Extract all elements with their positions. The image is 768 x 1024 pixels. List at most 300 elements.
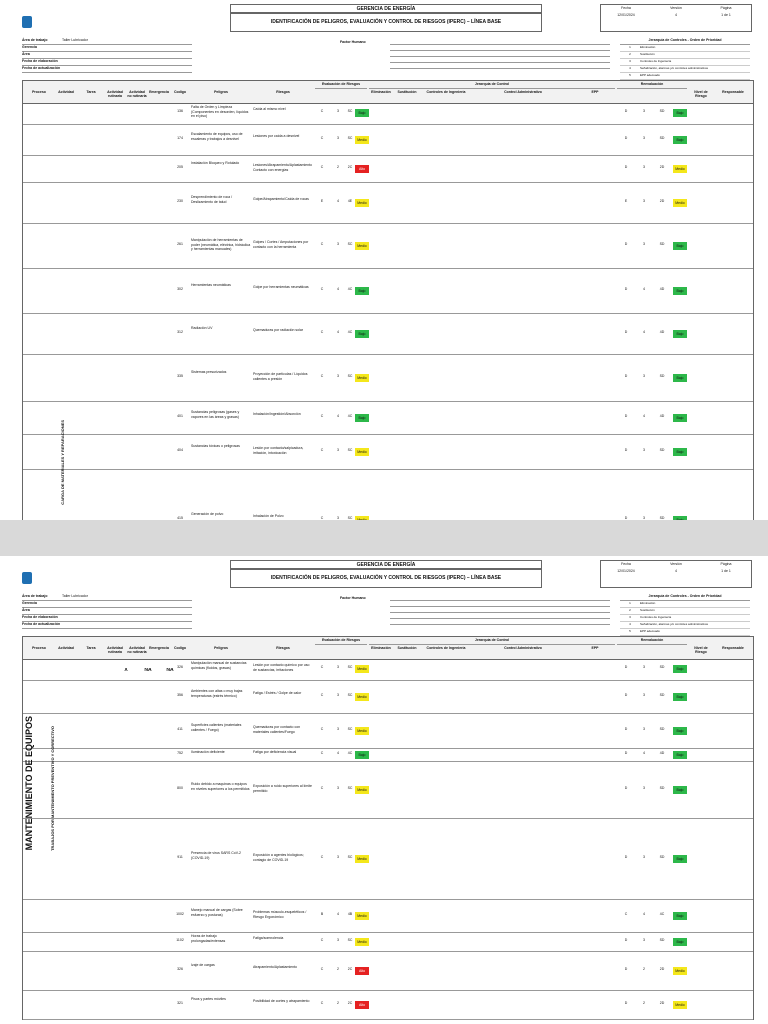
logo-mark-icon <box>22 16 32 28</box>
info-row <box>22 66 192 73</box>
severity-value: 4 <box>337 287 339 291</box>
residual-severity-value: 3 <box>643 199 645 203</box>
column-header-riesgos: Riesgos <box>276 646 290 650</box>
residual-index-value: SD <box>659 938 665 942</box>
residual-index-value: 2D <box>659 165 665 169</box>
residual-probability-value: D <box>624 165 628 169</box>
hazard-description: Instalación Bloqueo y Rotulado <box>191 161 240 165</box>
column-header-emergencia: Emergencia <box>149 90 169 94</box>
legend-text: Sustitución <box>640 52 655 56</box>
hazard-code: 911 <box>177 855 183 859</box>
column-header-codigo: Codigo <box>173 90 187 94</box>
hazard-description: Manipulación manual de sustancias químicas (fluidos, grasas) <box>191 661 247 670</box>
residual-severity-value: 3 <box>643 165 645 169</box>
column-header-administrativo: Control Administrativo <box>504 646 542 650</box>
probability-value: C <box>320 330 324 334</box>
company-logo <box>22 14 64 30</box>
risk-index-value: SC <box>347 242 353 246</box>
residual-severity-value: 4 <box>643 414 645 418</box>
legend-item <box>620 66 750 73</box>
severity-value: 4 <box>337 912 339 916</box>
legend-item <box>620 615 750 622</box>
meta-value-fecha: 12/01/2024 <box>617 13 635 17</box>
hazard-description: Ambientes con altas o muy bajas temperaturas (estrés térmico) <box>191 689 243 698</box>
risk-description: Proyección de partículas / Líquidos calientes a presión <box>253 372 308 381</box>
hazard-code: 312 <box>177 330 183 334</box>
residual-index-value: 4D <box>659 751 665 755</box>
control-hierarchy-legend <box>620 594 750 636</box>
residual-index-value: SD <box>659 448 665 452</box>
table-row <box>23 355 753 402</box>
risk-level-badge: Medio <box>355 938 369 946</box>
residual-severity-value: 3 <box>643 693 645 697</box>
column-header-rutinaria: Actividad rutinaria <box>107 646 123 654</box>
column-header-epp: EPP <box>591 90 599 94</box>
column-header-nivel: Nivel de Riesgo <box>694 90 708 98</box>
hazard-description: Generación de polvo <box>191 512 224 516</box>
table-row <box>23 435 753 470</box>
probability-value: C <box>320 1001 324 1005</box>
residual-risk-level-badge: Bajo <box>673 287 687 295</box>
residual-probability-value: D <box>624 516 628 520</box>
residual-severity-value: 3 <box>643 665 645 669</box>
probability-value: C <box>320 242 324 246</box>
table-row <box>23 933 753 952</box>
column-header-no_rutinaria: Actividad no rutinaria <box>127 646 147 654</box>
residual-severity-value: 3 <box>643 727 645 731</box>
hazard-code: 1002 <box>176 912 184 916</box>
probability-value: C <box>320 136 324 140</box>
risk-level-badge: Medio <box>355 136 369 144</box>
risk-level-badge: Bajo <box>355 287 369 295</box>
column-header-tarea: Tarea <box>86 646 96 650</box>
risk-level-badge: Bajo <box>355 414 369 422</box>
risk-description: Golpes / Cortes / Amputaciones por contacto con la herramienta <box>253 240 309 249</box>
meta-value-version: 4 <box>675 13 677 17</box>
info-label: Área de trabajo <box>22 38 48 42</box>
risk-level-badge: Bajo <box>355 109 369 117</box>
residual-probability-value: D <box>624 967 628 971</box>
residual-index-value: SD <box>659 516 665 520</box>
risk-level-badge: Medio <box>355 374 369 382</box>
column-header-ingenieria: Controles de Ingeniería <box>426 90 466 94</box>
hazard-description: Horas de trabajo prolongadas/extensas <box>191 934 226 943</box>
severity-value: 3 <box>337 855 339 859</box>
info-label: Área <box>22 608 30 612</box>
residual-risk-level-badge: Bajo <box>673 693 687 701</box>
meta-value-pagina: 1 de 1 <box>721 13 731 17</box>
hazard-code: 230 <box>177 199 183 203</box>
hazard-code: 326 <box>177 967 183 971</box>
table-row <box>23 102 753 125</box>
legend-text: Eliminación <box>640 45 656 49</box>
residual-risk-level-badge: Bajo <box>673 786 687 794</box>
column-group-evaluacion: Evaluación de Riesgos <box>315 82 367 89</box>
risk-description: Lesiones/Atrapamiento/Aplastamiento Contacto con energías <box>253 163 312 172</box>
logo-mark-icon <box>22 572 32 584</box>
hazard-description: Manipulación de herramientas de poder (neumática, eléctrica, hidráulica y herramientas manuales) <box>191 238 251 251</box>
risk-index-value: SC <box>347 448 353 452</box>
risk-index-value: SC <box>347 855 353 859</box>
table-row <box>23 749 753 762</box>
risk-level-badge: Alto <box>355 1001 369 1009</box>
residual-probability-value: D <box>624 751 628 755</box>
risk-level-badge: Alto <box>355 967 369 975</box>
info-value: Taller Lubricador <box>62 594 88 598</box>
column-header-actividad: Actividad <box>58 90 74 94</box>
hazard-code: 401 <box>177 414 183 418</box>
residual-risk-level-badge: Bajo <box>673 374 687 382</box>
risk-description: Exposición a agentes biológicos; contagio de COVID-19 <box>253 853 304 862</box>
risk-description: Caída al mismo nivel <box>253 107 286 111</box>
residual-index-value: SD <box>659 136 665 140</box>
column-header-responsable: Responsable <box>722 90 744 94</box>
info-row <box>22 601 192 608</box>
legend-text: EPP adecuado <box>640 629 660 633</box>
probability-value: B <box>320 912 324 916</box>
info-row <box>22 38 192 45</box>
risk-level-badge: Medio <box>355 855 369 863</box>
hazard-code: 1102 <box>176 938 184 942</box>
meta-value-fecha: 12/01/2024 <box>617 569 635 573</box>
column-header-nivel: Nivel de Riesgo <box>694 646 708 654</box>
legend-item <box>620 629 750 636</box>
hazard-code: 261 <box>177 242 183 246</box>
risk-level-badge: Bajo <box>355 751 369 759</box>
severity-value: 3 <box>337 136 339 140</box>
probability-value: C <box>320 414 324 418</box>
mark-emergencia: NA <box>166 668 174 673</box>
table-header <box>22 636 754 660</box>
column-group-reevaluacion: Reevaluación <box>617 82 687 89</box>
residual-probability-value: D <box>624 330 628 334</box>
header-gerencia: GERENCIA DE ENERGÍA <box>230 560 542 570</box>
hazard-code: 752 <box>177 751 183 755</box>
hazard-code: 321 <box>177 1001 183 1005</box>
residual-probability-value: D <box>624 727 628 731</box>
document-meta-box <box>600 4 752 32</box>
risk-index-value: 2C <box>347 1001 353 1005</box>
column-header-ingenieria: Controles de Ingeniería <box>426 646 466 650</box>
column-group-evaluacion: Evaluación de Riesgos <box>315 638 367 645</box>
probability-value: C <box>320 109 324 113</box>
legend-item <box>620 622 750 629</box>
factor-line <box>390 62 610 69</box>
legend-number: 2 <box>629 52 631 56</box>
legend-number: 3 <box>629 59 631 63</box>
residual-probability-value: D <box>624 287 628 291</box>
column-header-eliminacion: Eliminación <box>371 646 391 650</box>
legend-number: 5 <box>629 73 631 77</box>
residual-index-value: 4C <box>659 912 665 916</box>
severity-value: 2 <box>337 1001 339 1005</box>
residual-probability-value: D <box>624 242 628 246</box>
residual-probability-value: D <box>624 855 628 859</box>
residual-risk-level-badge: Bajo <box>673 448 687 456</box>
residual-severity-value: 2 <box>643 1001 645 1005</box>
table-row <box>23 156 753 183</box>
table-row <box>23 762 753 819</box>
hazard-description: Presencia de virus SARS CoV-2 (COVID-19) <box>191 851 241 860</box>
hazard-description: Escalamiento de equipos, uso de escaleras y trabajos a desnivel <box>191 132 243 141</box>
risk-index-value: SC <box>347 516 353 520</box>
hazard-code: 136 <box>177 109 183 113</box>
risk-index-value: 4C <box>347 330 353 334</box>
legend-item <box>620 73 750 80</box>
severity-value: 3 <box>337 665 339 669</box>
risk-level-badge: Medio <box>355 693 369 701</box>
residual-severity-value: 4 <box>643 912 645 916</box>
residual-index-value: 4D <box>659 414 665 418</box>
residual-index-value: SD <box>659 786 665 790</box>
header-gerencia: GERENCIA DE ENERGÍA <box>230 4 542 14</box>
severity-value: 4 <box>337 330 339 334</box>
factors-label: Factor Humano <box>340 596 366 600</box>
probability-value: C <box>320 165 324 169</box>
legend-number: 1 <box>629 601 631 605</box>
info-label: Fecha de actualización <box>22 622 61 626</box>
residual-severity-value: 3 <box>643 938 645 942</box>
hazard-description: Superficies calientes (materiales calientes / Fuego) <box>191 723 242 732</box>
legend-text: Controles de Ingeniería <box>640 615 672 619</box>
risk-description: Fatiga/somnolencia <box>253 936 284 940</box>
risk-index-value: 4C <box>347 414 353 418</box>
legend-item <box>620 59 750 66</box>
risk-level-badge: Medio <box>355 665 369 673</box>
residual-risk-level-badge: Bajo <box>673 727 687 735</box>
severity-value: 2 <box>337 165 339 169</box>
legend-number: 2 <box>629 608 631 612</box>
severity-value: 3 <box>337 109 339 113</box>
column-header-sustitucion: Sustitución <box>397 90 417 94</box>
hazard-description: Sustancias peligrosas (gases y vapores en las áreas y grasas) <box>191 410 240 419</box>
work-info-block <box>22 594 192 629</box>
risk-index-value: SC <box>347 109 353 113</box>
column-header-peligros: Peligros <box>214 90 228 94</box>
info-row <box>22 608 192 615</box>
risk-level-badge: Medio <box>355 448 369 456</box>
residual-probability-value: D <box>624 1001 628 1005</box>
hazard-code: 356 <box>177 693 183 697</box>
column-header-no_rutinaria: Actividad no rutinaria <box>127 90 147 98</box>
severity-value: 4 <box>337 199 339 203</box>
legend-title: Jerarquía de Controles - Orden de Prioridad <box>620 594 750 601</box>
severity-value: 3 <box>337 693 339 697</box>
residual-probability-value: D <box>624 414 628 418</box>
risk-index-value: SC <box>347 786 353 790</box>
table-row <box>23 402 753 435</box>
table-row <box>23 991 753 1020</box>
residual-severity-value: 4 <box>643 287 645 291</box>
section-label-process: CARGA DE MATERIALES Y REPARACIONES <box>60 420 65 505</box>
residual-index-value: SD <box>659 855 665 859</box>
column-header-emergencia: Emergencia <box>149 646 169 650</box>
info-row <box>22 594 192 601</box>
hazard-code: 415 <box>177 516 183 520</box>
info-row <box>22 615 192 622</box>
probability-value: C <box>320 516 324 520</box>
factor-line <box>390 618 610 625</box>
risk-description: Problemas músculo-esqueléticos / Riesgo Ergonómico <box>253 910 307 919</box>
residual-risk-level-badge: Bajo <box>673 136 687 144</box>
residual-index-value: 2D <box>659 967 665 971</box>
residual-risk-level-badge: Bajo <box>673 109 687 117</box>
probability-value: C <box>320 693 324 697</box>
company-logo <box>22 570 64 586</box>
document-meta-box <box>600 560 752 588</box>
residual-index-value: SD <box>659 374 665 378</box>
hazard-description: Ruido debido a maquinas o equipos en niveles superiores a los permitidos <box>191 782 250 791</box>
risk-level-badge: Medio <box>355 727 369 735</box>
residual-risk-level-badge: Bajo <box>673 938 687 946</box>
risk-level-badge: Medio <box>355 786 369 794</box>
info-value: Taller Lubricador <box>62 38 88 42</box>
column-header-codigo: Codigo <box>173 646 187 650</box>
residual-risk-level-badge: Bajo <box>673 912 687 920</box>
table-row <box>23 125 753 156</box>
work-info-block <box>22 38 192 73</box>
hazard-description: Herramientas neumáticas <box>191 283 231 287</box>
column-header-proceso: Proceso <box>32 646 46 650</box>
hazard-code: 335 <box>177 374 183 378</box>
residual-risk-level-badge: Medio <box>673 1001 687 1009</box>
risk-description: Quemaduras por contacto con materiales calientes/Fuego <box>253 725 301 734</box>
subsection-label-maintenance: TRABAJOS POR MANTENIMIENTO PREVENTIVO Y CORRECTIVO <box>50 726 55 851</box>
risk-description: Golpe por herramientas neumáticas <box>253 285 309 289</box>
legend-number: 5 <box>629 629 631 633</box>
probability-value: C <box>320 727 324 731</box>
legend-text: Señalización, alarmas y/o controles administrativos <box>640 66 709 70</box>
risk-description: Quemaduras por radiación solar <box>253 328 303 332</box>
severity-value: 3 <box>337 938 339 942</box>
info-label: Fecha de elaboración <box>22 615 58 619</box>
info-row <box>22 59 192 66</box>
meta-label-version: Versión <box>670 562 682 566</box>
info-label: Fecha de actualización <box>22 66 61 70</box>
legend-item <box>620 45 750 52</box>
residual-severity-value: 4 <box>643 751 645 755</box>
meta-label-fecha: Fecha <box>621 562 631 566</box>
column-header-riesgos: Riesgos <box>276 90 290 94</box>
column-header-administrativo: Control Administrativo <box>504 90 542 94</box>
meta-label-fecha: Fecha <box>621 6 631 10</box>
severity-value: 2 <box>337 967 339 971</box>
risk-description: Lesión por contacto químico por uso de sustancias, irritaciones <box>253 663 310 672</box>
residual-risk-level-badge: Bajo <box>673 414 687 422</box>
risk-index-value: 2C <box>347 967 353 971</box>
info-label: Gerencia <box>22 601 37 605</box>
residual-severity-value: 3 <box>643 516 645 520</box>
column-header-rutinaria: Actividad rutinaria <box>107 90 123 98</box>
hazard-description: Manejo manual de cargas (Sobre esfuerzo y posturas) <box>191 908 243 917</box>
hazard-description: Pisos y partes móviles <box>191 997 226 1001</box>
risk-index-value: SC <box>347 693 353 697</box>
probability-value: C <box>320 938 324 942</box>
hazard-code: 411 <box>177 727 183 731</box>
risk-description: Posibilidad de cortes y atrapamiento <box>253 999 310 1003</box>
info-row <box>22 52 192 59</box>
legend-number: 4 <box>629 622 631 626</box>
hazard-description: Desprendimiento de roca / Deslizamiento de talud <box>191 195 233 204</box>
risk-description: Inhalación/Ingestión/Absorción <box>253 412 301 416</box>
risk-index-value: SC <box>347 374 353 378</box>
column-header-tarea: Tarea <box>86 90 96 94</box>
risk-description: Inhalación de Polvo <box>253 514 284 518</box>
info-row <box>22 45 192 52</box>
hazard-code: 205 <box>177 165 183 169</box>
document-page-2 <box>0 556 768 1024</box>
hazard-description: Falta de Orden y Limpieza (Componentes en desorden, líquidos en el piso) <box>191 105 249 118</box>
residual-index-value: 2D <box>659 1001 665 1005</box>
meta-label-pagina: Página <box>720 562 732 566</box>
info-label: Área <box>22 52 30 56</box>
risk-level-badge: Bajo <box>355 330 369 338</box>
legend-item <box>620 601 750 608</box>
residual-index-value: 4D <box>659 330 665 334</box>
risk-index-value: SC <box>347 136 353 140</box>
hazard-description: Izaje de cargas <box>191 963 215 967</box>
residual-probability-value: D <box>624 374 628 378</box>
probability-value: C <box>320 855 324 859</box>
hazard-code: 302 <box>177 287 183 291</box>
residual-index-value: SD <box>659 109 665 113</box>
legend-text: Sustitución <box>640 608 655 612</box>
residual-severity-value: 3 <box>643 855 645 859</box>
info-label: Área de trabajo <box>22 594 48 598</box>
severity-value: 3 <box>337 786 339 790</box>
mark-no-rutinaria: NA <box>144 668 152 673</box>
risk-level-badge: Medio <box>355 912 369 920</box>
legend-item <box>620 52 750 59</box>
risk-description: Exposición a ruido superiores al límite permitido <box>253 784 312 793</box>
hazard-table-body <box>22 102 754 571</box>
legend-number: 1 <box>629 45 631 49</box>
risk-description: Fatiga por deficiencia visual <box>253 750 297 754</box>
legend-title: Jerarquía de Controles - Orden de Prioridad <box>620 38 750 45</box>
legend-text: Eliminación <box>640 601 656 605</box>
residual-risk-level-badge: Medio <box>673 199 687 207</box>
column-group-jerarquia: Jerarquía de Control <box>369 638 615 645</box>
severity-value: 3 <box>337 448 339 452</box>
table-row <box>23 224 753 269</box>
residual-risk-level-badge: Bajo <box>673 751 687 759</box>
risk-index-value: SC <box>347 727 353 731</box>
risk-level-badge: Medio <box>355 199 369 207</box>
probability-value: C <box>320 967 324 971</box>
residual-probability-value: D <box>624 109 628 113</box>
residual-severity-value: 2 <box>643 967 645 971</box>
risk-level-badge: Alto <box>355 165 369 173</box>
meta-value-pagina: 1 de 1 <box>721 569 731 573</box>
risk-index-value: SC <box>347 938 353 942</box>
risk-description: Atrapamiento/Aplastamiento <box>253 965 297 969</box>
table-row <box>23 681 753 714</box>
table-row <box>23 183 753 224</box>
residual-severity-value: 3 <box>643 448 645 452</box>
column-group-reevaluacion: Reevaluación <box>617 638 687 645</box>
residual-index-value: SD <box>659 693 665 697</box>
residual-risk-level-badge: Bajo <box>673 665 687 673</box>
column-header-epp: EPP <box>591 646 599 650</box>
severity-value: 3 <box>337 242 339 246</box>
hazard-code: 174 <box>177 136 183 140</box>
info-label: Fecha de elaboración <box>22 59 58 63</box>
column-header-sustitucion: Sustitución <box>397 646 417 650</box>
legend-item <box>620 608 750 615</box>
hazard-table-body <box>22 658 754 1020</box>
probability-value: E <box>320 199 324 203</box>
legend-text: Controles de Ingeniería <box>640 59 672 63</box>
